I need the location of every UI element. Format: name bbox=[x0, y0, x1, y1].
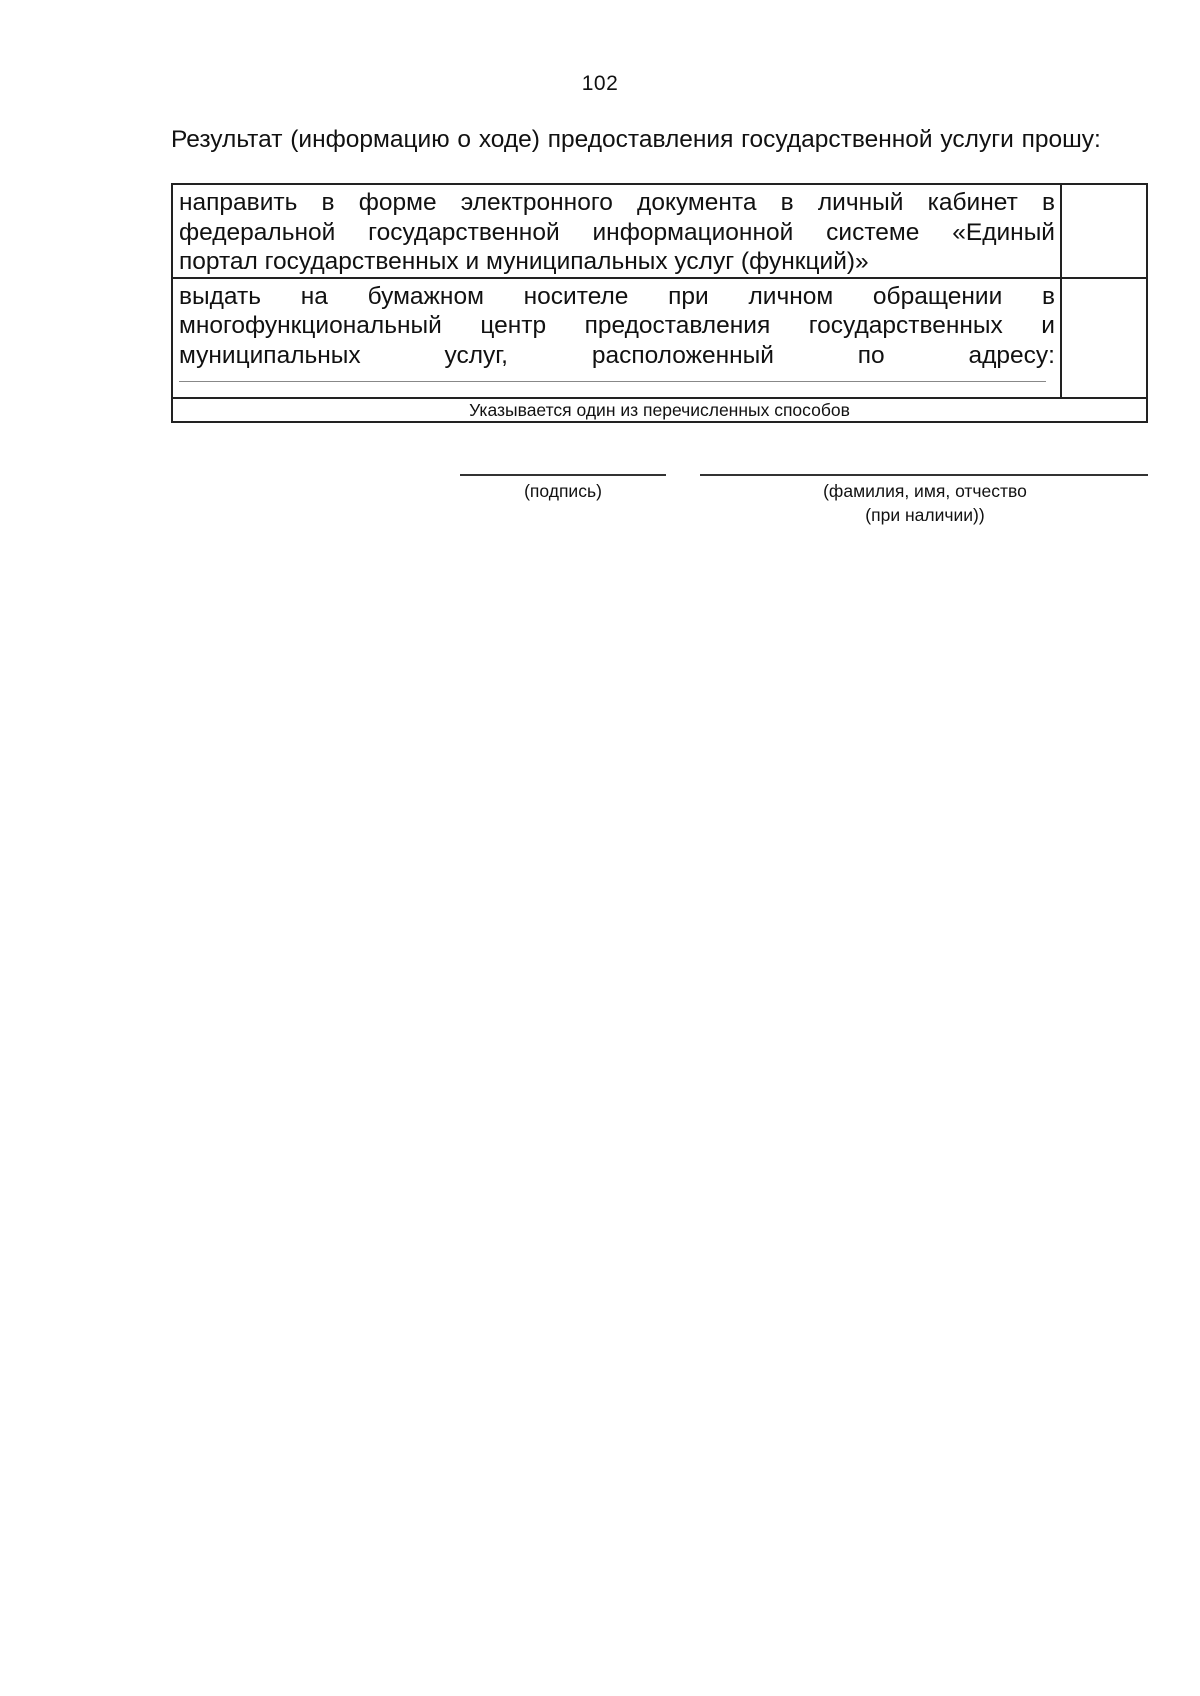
option-text-cell bbox=[172, 184, 1061, 278]
signature-line[interactable] bbox=[460, 474, 666, 476]
full-name-label-line-1: (фамилия, имя, отчество bbox=[823, 481, 1027, 501]
delivery-options-table bbox=[171, 183, 1148, 423]
option-text-cell bbox=[172, 278, 1061, 398]
option-paper-line-3: муниципальных услуг, расположенный по адресу: bbox=[179, 341, 1055, 369]
signature-label: (подпись) bbox=[524, 481, 602, 501]
option-row-paper bbox=[172, 278, 1147, 398]
intro-text: Результат (информацию о ходе) предоставления государственной услуги прошу: bbox=[171, 126, 1101, 153]
option-paper-checkbox[interactable] bbox=[1061, 278, 1147, 398]
option-electronic-line-2: федеральной государственной информационной системе «Единый bbox=[179, 218, 1055, 246]
option-paper-line-1: выдать на бумажном носителе при личном обращении в bbox=[179, 282, 1055, 310]
option-electronic-line-3: портал государственных и муниципальных услуг (функций)» bbox=[179, 248, 869, 275]
page-number: 102 bbox=[581, 72, 619, 95]
note-text: Указывается один из перечисленных способов bbox=[172, 398, 1147, 422]
option-electronic-line-1: направить в форме электронного документа в личный кабинет в bbox=[179, 189, 1055, 216]
option-electronic-checkbox[interactable] bbox=[1061, 184, 1147, 278]
option-row-electronic bbox=[172, 184, 1147, 278]
address-input-line[interactable] bbox=[179, 380, 1046, 382]
option-paper-line-2: многофункциональный центр предоставления государственных и bbox=[179, 312, 1055, 339]
full-name-label-line-2: (при наличии)) bbox=[865, 505, 985, 525]
full-name-line[interactable] bbox=[700, 474, 1148, 476]
note-row bbox=[172, 398, 1147, 422]
